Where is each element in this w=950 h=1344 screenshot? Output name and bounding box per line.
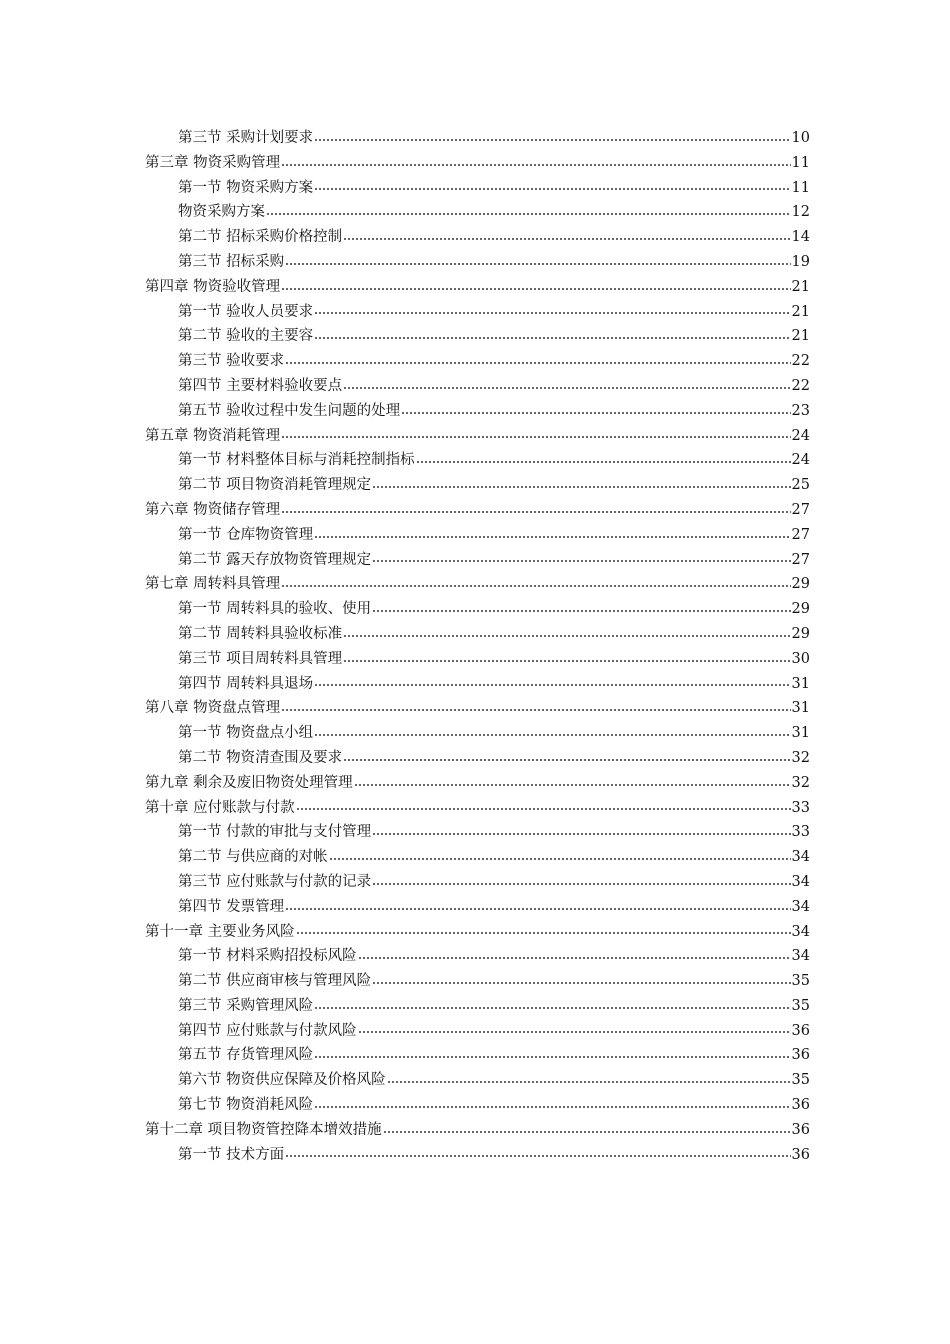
- toc-page-number: 24: [791, 427, 810, 444]
- toc-entry-title: 第一节 技术方面: [178, 1146, 285, 1163]
- toc-chapter-entry[interactable]: [145, 796, 810, 821]
- toc-section-entry[interactable]: [145, 1043, 810, 1068]
- toc-dot-leader: [401, 412, 790, 414]
- toc-page-number: 29: [791, 625, 810, 642]
- toc-entry-title: 第三节 验收要求: [178, 353, 285, 370]
- toc-dot-leader: [372, 560, 790, 562]
- toc-section-entry[interactable]: [145, 994, 810, 1019]
- toc-page-number: 34: [791, 898, 810, 915]
- toc-section-entry[interactable]: [145, 126, 810, 151]
- toc-section-entry[interactable]: [145, 324, 810, 349]
- toc-chapter-entry[interactable]: [145, 696, 810, 721]
- toc-chapter-entry[interactable]: [145, 920, 810, 945]
- toc-entry-title: 第二节 项目物资消耗管理规定: [178, 477, 372, 494]
- toc-chapter-entry[interactable]: [145, 498, 810, 523]
- toc-page-number: 36: [791, 1097, 810, 1114]
- toc-dot-leader: [387, 1081, 791, 1083]
- toc-page-number: 21: [791, 278, 810, 295]
- toc-entry-title: 第三节 应付账款与付款的记录: [178, 873, 372, 890]
- toc-entry-title: 第七节 物资消耗风险: [178, 1097, 314, 1114]
- toc-dot-leader: [314, 337, 790, 339]
- toc-chapter-entry[interactable]: [145, 424, 810, 449]
- toc-dot-leader: [372, 883, 790, 885]
- toc-chapter-entry[interactable]: [145, 1118, 810, 1143]
- toc-entry-title: 第三节 招标采购: [178, 253, 285, 270]
- toc-page-number: 29: [791, 576, 810, 593]
- toc-dot-leader: [314, 1007, 790, 1009]
- toc-dot-leader: [281, 436, 790, 438]
- toc-entry-title: 第十章 应付账款与付款: [145, 799, 295, 816]
- toc-section-entry[interactable]: [145, 523, 810, 548]
- toc-dot-leader: [343, 759, 790, 761]
- toc-page-number: 33: [791, 824, 810, 841]
- toc-page-number: 23: [791, 402, 810, 419]
- toc-dot-leader: [343, 238, 790, 240]
- toc-section-entry[interactable]: [145, 548, 810, 573]
- toc-entry-title: 第一节 付款的审批与支付管理: [178, 824, 372, 841]
- toc-page-number: 29: [791, 601, 810, 618]
- toc-section-entry[interactable]: [145, 374, 810, 399]
- toc-entry-title: 第一节 物资采购方案: [178, 179, 314, 196]
- toc-page-number: 30: [791, 650, 810, 667]
- toc-page-number: 36: [791, 1047, 810, 1064]
- toc-dot-leader: [314, 1056, 790, 1058]
- toc-dot-leader: [416, 461, 791, 463]
- toc-entry-title: 第一节 材料采购招投标风险: [178, 948, 357, 965]
- toc-entry-title: 第一节 物资盘点小组: [178, 725, 314, 742]
- toc-entry-title: 第五节 验收过程中发生问题的处理: [178, 402, 401, 419]
- toc-chapter-entry[interactable]: [145, 771, 810, 796]
- toc-dot-leader: [285, 362, 790, 364]
- toc-section-entry[interactable]: [145, 176, 810, 201]
- toc-page-number: 32: [791, 749, 810, 766]
- toc-page-number: 36: [791, 1121, 810, 1138]
- toc-dot-leader: [329, 858, 791, 860]
- toc-entry-title: 第六章 物资储存管理: [145, 501, 281, 518]
- toc-entry-title: 第十二章 项目物资管控降本增效措施: [145, 1121, 382, 1138]
- toc-section-entry[interactable]: [145, 845, 810, 870]
- toc-entry-title: 第二节 招标采购价格控制: [178, 229, 343, 246]
- toc-page-number: 35: [791, 1072, 810, 1089]
- toc-section-entry[interactable]: [145, 944, 810, 969]
- toc-page-number: 11: [791, 154, 810, 171]
- toc-section-entry[interactable]: [145, 399, 810, 424]
- toc-entry-title: 第四节 主要材料验收要点: [178, 377, 343, 394]
- toc-entry-title: 第八章 物资盘点管理: [145, 700, 281, 717]
- toc-dot-leader: [281, 585, 790, 587]
- toc-entry-title: 第四节 应付账款与付款风险: [178, 1022, 357, 1039]
- toc-page-number: 19: [791, 253, 810, 270]
- toc-page-number: 33: [791, 799, 810, 816]
- toc-dot-leader: [314, 684, 790, 686]
- toc-dot-leader: [314, 1106, 790, 1108]
- toc-section-entry[interactable]: [145, 622, 810, 647]
- toc-page-number: 34: [791, 849, 810, 866]
- toc-entry-title: 第四节 发票管理: [178, 898, 285, 915]
- toc-page-number: 22: [791, 353, 810, 370]
- toc-dot-leader: [314, 188, 790, 190]
- toc-section-entry[interactable]: [145, 672, 810, 697]
- toc-page-number: 34: [791, 923, 810, 940]
- toc-dot-leader: [372, 610, 790, 612]
- toc-chapter-entry[interactable]: [145, 572, 810, 597]
- toc-dot-leader: [358, 957, 791, 959]
- toc-dot-leader: [343, 635, 790, 637]
- toc-entry-title: 第二节 露天存放物资管理规定: [178, 551, 372, 568]
- toc-dot-leader: [343, 660, 790, 662]
- toc-page-number: 34: [791, 948, 810, 965]
- toc-section-entry[interactable]: [145, 1068, 810, 1093]
- toc-chapter-entry[interactable]: [145, 151, 810, 176]
- toc-page-number: 36: [791, 1146, 810, 1163]
- toc-dot-leader: [314, 139, 790, 141]
- toc-page-number: 21: [791, 328, 810, 345]
- toc-entry-title: 第十一章 主要业务风险: [145, 923, 295, 940]
- toc-page-number: 35: [791, 973, 810, 990]
- toc-section-entry[interactable]: [145, 250, 810, 275]
- toc-page-number: 31: [791, 700, 810, 717]
- toc-page-number: 31: [791, 725, 810, 742]
- toc-section-entry[interactable]: [145, 721, 810, 746]
- toc-page-number: 27: [791, 501, 810, 518]
- toc-page-number: 21: [791, 303, 810, 320]
- toc-entry-title: 第三节 采购计划要求: [178, 130, 314, 146]
- toc-entry-title: 第六节 物资供应保障及价格风险: [178, 1072, 386, 1089]
- toc-dot-leader: [285, 263, 790, 265]
- toc-section-entry[interactable]: [145, 225, 810, 250]
- toc-entry-title: 第四节 周转料具退场: [178, 675, 314, 692]
- toc-page-number: 25: [791, 477, 810, 494]
- toc-dot-leader: [296, 808, 791, 810]
- toc-section-entry[interactable]: [145, 200, 810, 225]
- toc-page-number: 31: [791, 675, 810, 692]
- toc-entry-title: 第一节 验收人员要求: [178, 303, 314, 320]
- toc-page-number: 27: [791, 551, 810, 568]
- toc-entry-title: 第七章 周转料具管理: [145, 576, 281, 593]
- toc-page-number: 14: [791, 229, 810, 246]
- toc-page-number: 22: [791, 377, 810, 394]
- toc-entry-title: 第二节 与供应商的对帐: [178, 849, 328, 866]
- toc-section-entry[interactable]: [145, 1019, 810, 1044]
- toc-entry-title: 第二节 验收的主要容: [178, 328, 314, 345]
- toc-dot-leader: [343, 387, 790, 389]
- toc-entry-title: 第五节 存货管理风险: [178, 1047, 314, 1064]
- toc-page-number: 35: [791, 997, 810, 1014]
- toc-dot-leader: [296, 932, 791, 934]
- toc-entry-title: 第二节 物资清查围及要求: [178, 749, 343, 766]
- toc-entry-title: 第三章 物资采购管理: [145, 154, 281, 171]
- toc-dot-leader: [281, 288, 790, 290]
- toc-entry-title: 第二节 周转料具验收标准: [178, 625, 343, 642]
- toc-dot-leader: [372, 486, 790, 488]
- toc-section-entry[interactable]: [145, 647, 810, 672]
- toc-entry-title: 第三节 采购管理风险: [178, 997, 314, 1014]
- toc-dot-leader: [285, 1155, 790, 1157]
- toc-dot-leader: [285, 908, 790, 910]
- toc-page-number: 32: [791, 774, 810, 791]
- toc-page-number: 10: [791, 130, 810, 146]
- toc-section-entry[interactable]: [145, 870, 810, 895]
- toc-dot-leader: [358, 1031, 791, 1033]
- toc-section-entry[interactable]: [145, 1143, 810, 1168]
- toc-page-number: 11: [791, 179, 810, 196]
- toc-dot-leader: [354, 784, 791, 786]
- table-of-contents: [145, 126, 810, 1167]
- toc-section-entry[interactable]: [145, 895, 810, 920]
- toc-entry-title: 第三节 项目周转料具管理: [178, 650, 343, 667]
- toc-page-number: 27: [791, 526, 810, 543]
- toc-dot-leader: [314, 734, 790, 736]
- toc-entry-title: 第一节 周转料具的验收、使用: [178, 601, 372, 618]
- toc-section-entry[interactable]: [145, 597, 810, 622]
- toc-entry-title: 第二节 供应商审核与管理风险: [178, 973, 372, 990]
- toc-page-number: 36: [791, 1022, 810, 1039]
- toc-page-number: 12: [791, 204, 810, 221]
- toc-section-entry[interactable]: [145, 746, 810, 771]
- toc-dot-leader: [281, 164, 790, 166]
- toc-entry-title: 第五章 物资消耗管理: [145, 427, 281, 444]
- toc-dot-leader: [281, 709, 790, 711]
- toc-dot-leader: [372, 982, 790, 984]
- toc-entry-title: 第四章 物资验收管理: [145, 278, 281, 295]
- toc-dot-leader: [281, 511, 790, 513]
- toc-entry-title: 第九章 剩余及废旧物资处理管理: [145, 774, 353, 791]
- toc-section-entry[interactable]: [145, 300, 810, 325]
- toc-entry-title: 第一节 材料整体目标与消耗控制指标: [178, 452, 415, 469]
- toc-chapter-entry[interactable]: [145, 275, 810, 300]
- toc-section-entry[interactable]: [145, 473, 810, 498]
- toc-section-entry[interactable]: [145, 1093, 810, 1118]
- toc-section-entry[interactable]: [145, 349, 810, 374]
- toc-section-entry[interactable]: [145, 820, 810, 845]
- toc-dot-leader: [314, 312, 790, 314]
- toc-entry-title: 物资采购方案: [178, 204, 265, 221]
- toc-section-entry[interactable]: [145, 969, 810, 994]
- toc-dot-leader: [266, 213, 791, 215]
- toc-dot-leader: [372, 833, 790, 835]
- toc-page-number: 34: [791, 873, 810, 890]
- toc-page-number: 24: [791, 452, 810, 469]
- toc-entry-title: 第一节 仓库物资管理: [178, 526, 314, 543]
- toc-section-entry[interactable]: [145, 448, 810, 473]
- toc-dot-leader: [383, 1131, 791, 1133]
- toc-dot-leader: [314, 536, 790, 538]
